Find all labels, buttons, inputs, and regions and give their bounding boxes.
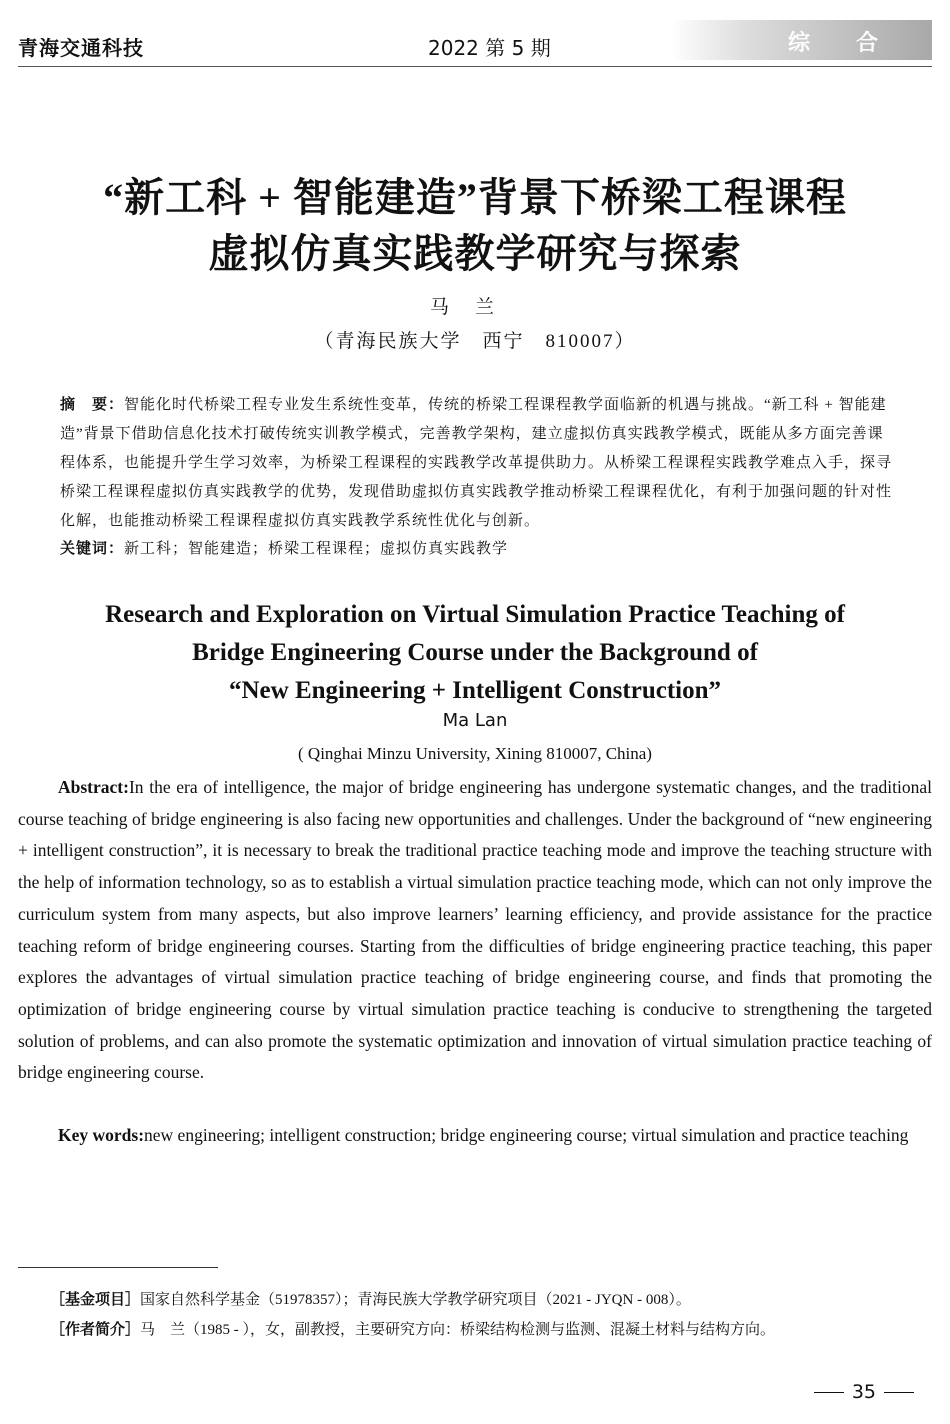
chinese-title bbox=[0, 170, 950, 282]
issue-number: 2022 第 5 期 bbox=[428, 36, 551, 60]
funding-text: 国家自然科学基金（51978357）；青海民族大学教学研究项目（2021 - JYQN - 008）。 bbox=[140, 1292, 691, 1308]
english-abstract bbox=[18, 772, 932, 1089]
journal-name: 青海交通科技 bbox=[18, 36, 144, 60]
funding-label: ［基金项目］ bbox=[50, 1290, 141, 1308]
english-abstract-label: Abstract: bbox=[58, 777, 129, 797]
english-title-line-2: Bridge Engineering Course under the Background of bbox=[192, 639, 758, 666]
page-number-block bbox=[806, 1381, 922, 1403]
english-affiliation: ( Qinghai Minzu University, Xining 810007, China) bbox=[298, 744, 652, 763]
english-title-line-3: “New Engineering + Intelligent Construction” bbox=[228, 677, 722, 704]
chinese-affiliation: （青海民族大学 西宁 810007） bbox=[314, 331, 636, 352]
page-number: 35 bbox=[851, 1381, 876, 1403]
author-bio-text: 马 兰（1985 - ），女，副教授，主要研究方向：桥梁结构检测与监测、混凝土材料与结构方向。 bbox=[140, 1322, 776, 1338]
author-bio-label: ［作者简介］ bbox=[50, 1320, 141, 1338]
english-keywords-text: new engineering; intelligent construction; bridge engineering course; virtual simulation and practice teaching bbox=[144, 1125, 909, 1145]
english-keywords-label: Key words: bbox=[58, 1125, 145, 1145]
chinese-keywords bbox=[60, 536, 892, 561]
header-divider bbox=[18, 66, 932, 67]
page-dash-right bbox=[884, 1392, 914, 1393]
chinese-abstract bbox=[60, 390, 892, 536]
page-dash-left bbox=[814, 1392, 844, 1393]
chinese-keywords-text: 新工科；智能建造；桥梁工程课程；虚拟仿真实践教学 bbox=[124, 541, 509, 557]
english-title-line-1: Research and Exploration on Virtual Simulation Practice Teaching of bbox=[105, 601, 845, 628]
chinese-title-line-2: 虚拟仿真实践教学研究与探索 bbox=[208, 231, 742, 276]
english-abstract-text: In the era of intelligence, the major of bridge engineering has undergone systematic changes, and the traditional course teaching of bridge engineering is also facing new opportunities and challenges. Under the background of “new engineering + intelligent construction”, it is necessary to break the traditional practice teaching mode and improve the teaching structure with the help of information technology, so as to establish a virtual simulation practice teaching mode, which can not only improve the curriculum system from many aspects, but also improve learners’ learning efficiency, and provide assistance for the practice teaching reform of bridge engineering courses. Starting from the difficulties of bridge engineering practice teaching, this paper explores the advantages of virtual simulation practice teaching of bridge engineering course, and finds that promoting the optimization of bridge engineering course by virtual simulation practice teaching is conducive to strengthening the targeted solution of problems, and can also promote the systematic optimization and innovation of virtual simulation practice teaching of bridge engineering course. bbox=[18, 777, 932, 1083]
chinese-abstract-label: 摘 要： bbox=[60, 395, 125, 413]
page-header bbox=[18, 20, 932, 66]
section-label: 综合 bbox=[787, 31, 924, 56]
footnote-divider bbox=[18, 1267, 218, 1268]
chinese-keywords-label: 关键词： bbox=[60, 539, 125, 557]
section-banner bbox=[670, 20, 932, 60]
funding-footnote bbox=[50, 1288, 930, 1309]
english-title bbox=[0, 596, 950, 710]
chinese-title-line-1: “新工科 + 智能建造”背景下桥梁工程课程 bbox=[103, 175, 847, 220]
english-keywords bbox=[18, 1120, 932, 1152]
author-bio-footnote bbox=[50, 1318, 930, 1339]
chinese-abstract-text: 智能化时代桥梁工程专业发生系统性变革，传统的桥梁工程课程教学面临新的机遇与挑战。“新工科 + 智能建造”背景下借助信息化技术打破传统实训教学模式，完善教学架构，建立虚拟仿真实践教学模式，既能从多方面完善课程体系，也能提升学生学习效率，为桥梁工程课程的实践教学改革提供助力。从桥梁工程课程实践教学难点入手，探寻桥梁工程课程虚拟仿真实践教学的优势，发现借助虚拟仿真实践教学推动桥梁工程课程优化，有利于加强问题的针对性化解，也能推动桥梁工程课程虚拟仿真实践教学系统性优化与创新。 bbox=[60, 397, 893, 529]
english-author: Ma Lan bbox=[442, 710, 508, 731]
chinese-author: 马兰 bbox=[429, 297, 520, 318]
